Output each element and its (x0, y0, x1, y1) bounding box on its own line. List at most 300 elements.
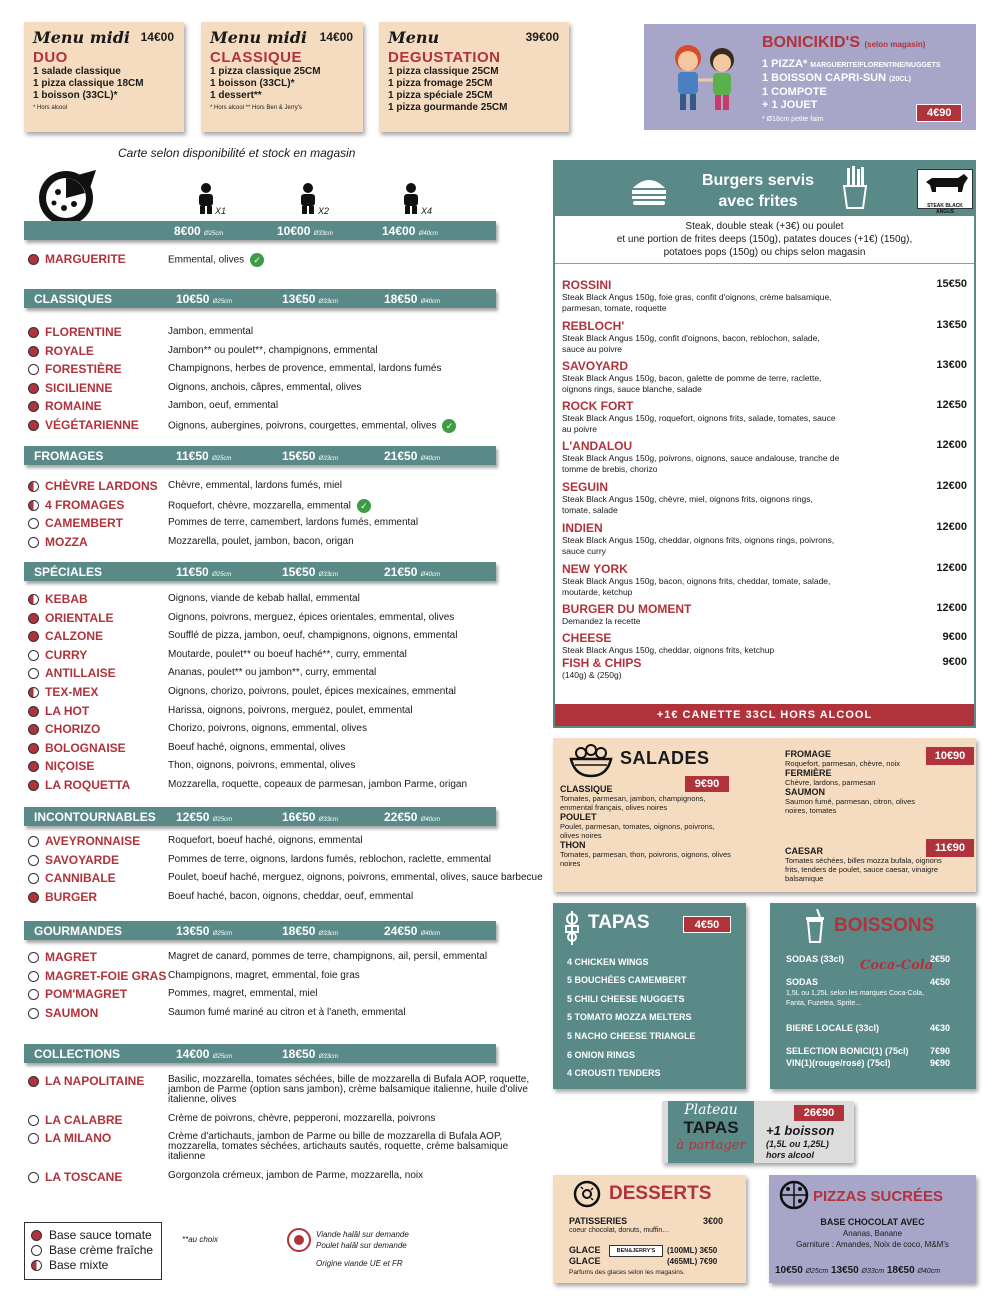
donut-icon (573, 1180, 601, 1208)
menu-price: 14€00 (319, 30, 353, 44)
burgers-subtitle (555, 220, 974, 264)
pizza-desc (168, 1171, 538, 1181)
sucrees-title: PIZZAS SUCRÉES (813, 1188, 944, 1205)
pizza-item (28, 1113, 548, 1129)
burger-price: 12€00 (936, 439, 967, 451)
pizza-desc (168, 723, 367, 734)
kids-note: * Ø18cm petite faim (762, 116, 824, 123)
pizza-name: CANNIBALE (45, 871, 116, 886)
pizza-desc (168, 1075, 538, 1105)
burger-desc: Steak Black Angus 150g, poivrons, oignons, sauce andalouse, tranche de tomme de brebis, chorizo (562, 453, 840, 474)
pizza-name: 4 FROMAGES (45, 497, 125, 512)
pizza-desc-text: Chorizo, poivrons, oignons, emmental, olives (168, 723, 367, 735)
pizza-name: MAGRET-FOIE GRAS (45, 968, 167, 983)
sucrees-base: BASE CHOCOLAT AVEC (820, 1217, 925, 1227)
persons-label: X4 (421, 206, 433, 216)
kids-line-note: (20CL) (889, 76, 911, 83)
pizza-desc-text: Champignons, magret, emmental, foie gras (168, 969, 360, 981)
section-price-value: 21€50 (384, 449, 418, 463)
halal-line: Viande halâl sur demande (316, 1230, 409, 1239)
section-price (176, 449, 231, 463)
halal-note (316, 1229, 409, 1251)
pizza-desc (168, 593, 360, 604)
pizza-desc (168, 649, 407, 660)
kids-price: 4€90 (916, 104, 962, 122)
tapas-item: 5 NACHO CHEESE TRIANGLE (567, 1031, 696, 1041)
sucrees-price: 13€50 (830, 1265, 859, 1276)
tapas-price: 4€50 (683, 916, 731, 933)
burger-name: FISH & CHIPS (562, 656, 642, 670)
section-diam: Ø33cm (318, 456, 339, 462)
pizza-item (28, 611, 548, 627)
section-price-value: 15€50 (282, 565, 316, 579)
pizza-item (28, 950, 548, 966)
salades-left-list (560, 784, 735, 868)
menu-line: 1 pizza spéciale 25CM (388, 90, 493, 101)
pizza-desc-text: Pommes de terre, oignons, lardons fumés, reblochon, raclette, emmental (168, 853, 491, 865)
burger-desc: Demandez la recette (562, 616, 641, 626)
au-choix-note: **au choix (182, 1235, 219, 1244)
burgers-sub-line: potatoes pops (150g) ou chips selon magasin (663, 247, 866, 258)
pizza-desc (168, 667, 376, 678)
person-icon (298, 182, 320, 214)
base-mixed-dot (28, 500, 39, 511)
pizza-desc (168, 742, 345, 753)
pizza-item (28, 853, 548, 869)
burger-item (562, 656, 967, 681)
sucrees-diam: Ø40cm (917, 1268, 941, 1275)
burger-price: 9€00 (942, 631, 967, 643)
base-tomato-dot (28, 346, 39, 357)
pizza-desc-text: Magret de canard, pommes de terre, champignons, ail, persil, emmental (168, 951, 488, 962)
section-price (282, 449, 338, 463)
burgers-panel (553, 160, 976, 728)
pizza-item (28, 685, 548, 701)
burger-desc: Steak Black Angus 150g, roquefort, oignons frits, salade, tomates, sauce au poivre (562, 413, 836, 434)
base-tomato-dot (28, 401, 39, 412)
burgers-sub-line: et une portion de frites deeps (150g), patates douces (+1€) (150g), (616, 234, 913, 245)
pizza-desc (168, 612, 454, 623)
burger-name: CHEESE (562, 631, 612, 645)
menu-script: Menu (388, 28, 440, 47)
pizza-desc-text: Jambon, oeuf, emmental (168, 400, 279, 412)
pizza-item (28, 516, 548, 532)
kids-line: + 1 JOUET (762, 99, 818, 111)
section-price-value: 13€50 (176, 924, 210, 938)
burger-price: 15€50 (936, 278, 967, 290)
salades-title: SALADES (620, 748, 710, 768)
pizza-desc (168, 1114, 538, 1124)
section-price (384, 810, 440, 824)
pizza-item (28, 759, 548, 775)
pizza-item (28, 1074, 548, 1105)
pizza-desc-text: Moutarde, poulet** ou boeuf haché**, curry, emmental (168, 648, 407, 660)
pizza-desc (168, 499, 371, 513)
pizza-desc-text: Oignons, anchois, câpres, emmental, olives (168, 381, 362, 393)
menu-note: * Hors alcool (33, 105, 68, 111)
boisson-sub: 1,5L ou 1,25L selon les marques Coca-Cola, Fanta, Fuzetea, Sprite... (786, 990, 925, 1007)
section-diam: Ø40cm (420, 572, 441, 578)
kids-line: 1 BOISSON CAPRI-SUN (762, 72, 887, 84)
plateau-tapas (662, 1101, 854, 1163)
salade-name: CAESAR (785, 846, 824, 856)
base-tomato-dot (28, 613, 39, 624)
burger-price: 13€50 (936, 319, 967, 331)
base-mixed-dot (28, 594, 39, 605)
base-tomato-dot (28, 420, 39, 431)
pizza-desc-text: Jambon, emmental (168, 326, 254, 337)
vegetarian-icon: ✓ (357, 499, 371, 513)
section-diam: Ø33cm (318, 931, 339, 937)
pizza-name: ORIENTALE (45, 610, 114, 625)
pizza-item (28, 1131, 548, 1162)
section-diam: Ø33cm (318, 572, 339, 578)
pizza-desc-text: Chèvre, emmental, lardons fumés, miel (168, 480, 342, 491)
salades-price-2: 10€90 (926, 747, 974, 765)
pizza-item (28, 722, 548, 738)
coca-cola-logo: Coca-Cola (860, 958, 934, 973)
burger-desc: Steak Black Angus 150g, confit d'oignons, bacon, reblochon, salade, sauce au poivre (562, 333, 820, 354)
section-title: SPÉCIALES (34, 565, 103, 579)
section-diam: Ø25cm (212, 1054, 233, 1060)
salades-price-3: 11€90 (926, 839, 974, 857)
base-legend (24, 1222, 162, 1280)
kids-line: 1 PIZZA* (762, 58, 808, 70)
menu-line: 1 boisson (33CL)* (210, 78, 295, 89)
pizza-desc (168, 630, 457, 641)
salade-name: THON (560, 840, 586, 850)
pizza-name: SAVOYARDE (45, 852, 120, 867)
pizza-item (28, 325, 548, 341)
section-bar (24, 1044, 496, 1063)
base-tomato-dot (28, 1076, 39, 1087)
pizza-desc (168, 400, 278, 411)
burger-price: 12€00 (936, 562, 967, 574)
plateau-line: TAPAS (683, 1118, 739, 1137)
pizza-item (28, 987, 548, 1003)
menu-line: 1 pizza classique 25CM (388, 66, 499, 77)
base-tomato-dot (31, 1230, 42, 1241)
pizza-name: POM'MAGRET (45, 987, 128, 1002)
burger-price: 9€00 (942, 656, 967, 668)
pizza-item (28, 629, 548, 645)
salades-right-list (785, 749, 925, 815)
glace-price-1: (100ML) 3€50 (667, 1246, 718, 1255)
pizza-desc (168, 705, 413, 716)
pizza-desc-text: Saumon fumé mariné au citron et à l'aneth, emmental (168, 1006, 406, 1018)
pizza-desc-text: Pommes de terre, camembert, lardons fumés, emmental (168, 517, 419, 529)
pizza-item (28, 741, 548, 757)
patisseries-desc: coeur chocolat, donuts, muffin… (569, 1227, 670, 1234)
section-diam: Ø25cm (212, 931, 233, 937)
base-cream-dot (28, 1172, 39, 1183)
burger-desc: Steak Black Angus 150g, cheddar, oignons frits, oignons rings, poivrons, sauce curry (562, 535, 835, 556)
burger-name: ROCK FORT (562, 399, 634, 413)
section-price-value: 18€50 (384, 292, 418, 306)
section-price (282, 1047, 338, 1061)
pizza-desc-text: Roquefort, boeuf haché, oignons, emmental (168, 835, 363, 846)
menu-note: * Hors alcool ** Hors Ben & Jerry's (210, 105, 302, 111)
salade-desc: Tomates, parmesan, thon, poivrons, oignons, olives noires (560, 850, 731, 868)
pizza-name: FORESTIÈRE (45, 362, 122, 377)
pizza-desc (168, 988, 318, 999)
section-bar (24, 289, 496, 308)
pizza-desc-text: Harissa, oignons, poivrons, merguez, poulet, emmental (168, 704, 413, 716)
pizza-name: MOZZA (45, 534, 88, 549)
section-title: GOURMANDES (34, 924, 123, 938)
section-price (176, 1047, 232, 1061)
bull-icon (918, 170, 972, 198)
burger-item (562, 359, 967, 395)
section-price (176, 810, 232, 824)
base-mixed-dot (28, 481, 39, 492)
burger-item (562, 602, 967, 627)
pizza-desc (168, 760, 355, 771)
pizza-desc (168, 872, 543, 883)
base-tomato-dot (28, 743, 39, 754)
burgers-footer: +1€ CANETTE 33CL HORS ALCOOL (555, 704, 974, 726)
pizza-name: CAMEMBERT (45, 516, 123, 531)
boisson-price: 9€90 (929, 1058, 950, 1068)
burger-price: 12€50 (936, 399, 967, 411)
pizza-desc-text: Ananas, poulet** ou jambon**, curry, emmental (168, 667, 377, 679)
base-cream-dot (28, 971, 39, 982)
pizza-desc-text: Crème de poivrons, chèvre, pepperoni, mozzarella, poivrons (168, 1113, 436, 1124)
boisson-name: VIN(1)(rouge/rosé) (75cl) (786, 1058, 891, 1068)
patisseries-label: PATISSERIES (569, 1216, 628, 1226)
base-cream-dot (28, 1133, 39, 1144)
pizza-desc-text: Pommes, magret, emmental, miel (168, 988, 318, 1000)
pizza-desc (168, 326, 253, 337)
pizza-desc (168, 536, 354, 547)
base-cream-dot (28, 836, 39, 847)
burgers-title-line: Burgers servis (701, 172, 815, 189)
persons-label: X1 (215, 206, 227, 216)
legend-item (31, 1243, 155, 1258)
size-price: 8€00 (174, 224, 201, 238)
pizza-desc (168, 686, 456, 697)
tapas-item: 5 BOUCHÉES CAMEMBERT (567, 975, 687, 985)
salades-price-1: 9€90 (685, 776, 729, 792)
section-price (384, 924, 440, 938)
glace-label: GLACE (569, 1256, 601, 1266)
persons-label: X2 (318, 206, 330, 216)
burgers-title-line: avec frites (718, 193, 798, 210)
desserts-title: DESSERTS (609, 1183, 712, 1204)
pizza-desc-text: Thon, oignons, poivrons, emmental, olives (168, 760, 356, 772)
pizza-desc (168, 854, 491, 865)
salad-bowl-icon (567, 743, 615, 779)
sucrees-garniture: Garniture : Amandes, Noix de coco, M&M's (796, 1240, 949, 1249)
base-tomato-dot (28, 383, 39, 394)
sucrees-diam: Ø25cm (805, 1268, 829, 1275)
burger-price: 12€00 (936, 480, 967, 492)
pizza-desc (168, 345, 378, 356)
pizza-item (28, 969, 548, 985)
section-price (282, 292, 338, 306)
menu-line: 1 boisson (33CL)* (33, 90, 118, 101)
pizza-desc-text: Roquefort, chèvre, mozzarella, emmental (168, 500, 351, 512)
pizza-desc-text: Oignons, poivrons, merguez, épices orientales, emmental, olives (168, 611, 455, 623)
pizza-desc (168, 419, 456, 433)
pizzas-sucrees-panel (769, 1175, 976, 1283)
badge-text: STEAK BLACK ANGUS (927, 203, 963, 215)
menu-line: 1 pizza gourmande 25CM (388, 102, 508, 113)
boissons-panel (770, 903, 976, 1089)
base-cream-dot (28, 537, 39, 548)
pizza-item (28, 418, 548, 434)
boisson-price: 2€50 (929, 954, 950, 964)
pizza-name: ANTILLAISE (45, 666, 116, 681)
salade-desc: Roquefort, parmesan, chèvre, noix (785, 759, 901, 768)
pizza-name: LA ROQUETTA (45, 778, 131, 792)
pizza-desc (168, 970, 360, 981)
desserts-panel (553, 1175, 746, 1283)
pizza-name: VÉGÉTARIENNE (45, 418, 139, 432)
base-cream-dot (28, 668, 39, 679)
boisson-name: BIERE LOCALE (33cl) (786, 1023, 880, 1033)
person-icon (401, 182, 423, 214)
salade-desc: Chèvre, lardons, parmesan (785, 778, 876, 787)
sucrees-prices (775, 1265, 940, 1276)
section-title: CLASSIQUES (34, 292, 113, 306)
pizza-desc (168, 779, 467, 790)
pizza-item (28, 362, 548, 378)
pizza-item (28, 1170, 548, 1186)
section-price (176, 292, 232, 306)
burger-name: SAVOYARD (562, 359, 629, 373)
burgers-title (693, 170, 823, 212)
pizza-desc-text: Boeuf haché, bacon, oignons, cheddar, oeuf, emmental (168, 890, 414, 902)
section-price (384, 449, 440, 463)
base-cream-dot (28, 650, 39, 661)
pizza-desc-text: Emmental, olives (168, 254, 245, 266)
glace-price-2: (465ML) 7€90 (667, 1257, 718, 1266)
legend-item (31, 1228, 155, 1243)
legend-label: Base sauce tomate (49, 1228, 152, 1242)
pizza-desc-text: Oignons, chorizo, poivrons, poulet, épices mexicaines, emmental (168, 686, 456, 697)
kids-line-note: MARGUERITE/FLORENTINE/NUGGETS (810, 62, 941, 69)
burger-name: INDIEN (562, 521, 603, 535)
pizza-item (28, 399, 548, 415)
burger-item (562, 480, 967, 516)
pizza-marguerite (28, 252, 548, 268)
sucrees-fruits: Ananas, Banane (842, 1229, 903, 1238)
pizza-item (28, 648, 548, 664)
pizza-name: BURGER (45, 889, 98, 904)
plateau-badge (668, 1101, 754, 1163)
pizza-desc-text: Oignons, viande de kebab hallal, emmental (168, 593, 360, 604)
kids-line: 1 COMPOTE (762, 86, 827, 98)
pizza-item (28, 890, 548, 906)
menu-script: Menu midi (33, 28, 130, 47)
base-mixed-dot (28, 687, 39, 698)
burgers-sub-line: Steak, double steak (+3€) ou poulet (685, 221, 844, 232)
pizza-desc (168, 835, 363, 846)
sweet-pizza-icon (779, 1180, 809, 1210)
section-price (282, 810, 338, 824)
patisseries-price: 3€00 (703, 1216, 724, 1226)
size-diam: Ø25cm (204, 231, 224, 237)
pizza-name: CURRY (45, 647, 88, 662)
kids-title: BONICIKID'S (762, 34, 861, 51)
base-cream-dot (28, 1115, 39, 1126)
section-price-value: 11€50 (176, 565, 209, 579)
halal-icon (287, 1228, 311, 1252)
black-angus-badge (917, 169, 973, 215)
section-price-value: 24€50 (384, 924, 418, 938)
section-price (176, 924, 232, 938)
pizza-item (28, 871, 548, 887)
kids-menu (644, 24, 976, 130)
section-title: COLLECTIONS (34, 1047, 120, 1061)
base-cream-dot (28, 989, 39, 1000)
section-diam: Ø40cm (420, 456, 441, 462)
size-price: 14€00 (382, 224, 416, 238)
salade-caesar (785, 846, 945, 883)
menu-title: DEGUSTATION (388, 49, 501, 66)
section-price (282, 565, 338, 579)
burger-desc: Steak Black Angus 150g, bacon, oignons frits, cheddar, tomate, salade, moutarde, ketchup (562, 576, 831, 597)
pizza-item (28, 479, 548, 495)
pizza-desc (168, 517, 418, 528)
pizza-name: TEX-MEX (45, 685, 99, 699)
section-price (176, 565, 231, 579)
pizza-name: LA CALABRE (45, 1113, 123, 1127)
burger-desc: Steak Black Angus 150g, chèvre, miel, oignons frits, oignons rings, tomate, salade (562, 494, 813, 515)
salade-name: SAUMON (785, 787, 825, 797)
pizza-desc (168, 1007, 406, 1018)
pizza-name: CHORIZO (45, 722, 101, 737)
section-diam: Ø25cm (212, 572, 232, 578)
section-price-value: 15€50 (282, 449, 316, 463)
section-diam: Ø33cm (318, 1054, 339, 1060)
pizza-desc-text: Poulet, boeuf haché, merguez, oignons, poivrons, emmental, olives, sauce barbecue (168, 872, 543, 884)
pizza-item (28, 381, 548, 397)
section-title: INCONTOURNABLES (34, 810, 156, 824)
burgers-header (555, 162, 974, 216)
burger-desc: Steak Black Angus 150g, bacon, galette de pomme de terre, raclette, oignons rings, sauce blanche, salade (562, 373, 822, 394)
section-bar (24, 446, 496, 465)
salade-name: FROMAGE (785, 749, 831, 759)
pizza-item (28, 1006, 548, 1022)
pizza-desc (168, 253, 264, 267)
section-bar (24, 921, 496, 940)
pizza-desc-text: Oignons, aubergines, poivrons, courgettes, emmental, olives (168, 420, 437, 432)
menu-title: CLASSIQUE (210, 49, 303, 66)
section-diam: Ø40cm (420, 299, 441, 305)
tapas-item: 4 CROUSTI TENDERS (567, 1068, 661, 1078)
kids-title-note: (selon magasin) (864, 40, 926, 49)
section-diam: Ø25cm (212, 299, 233, 305)
availability-note: Carte selon disponibilité et stock en magasin (118, 146, 356, 160)
section-price (384, 565, 440, 579)
boisson-name: SODAS (786, 977, 819, 987)
menu-line: 1 pizza classique 25CM (210, 66, 321, 77)
section-bar (24, 807, 496, 826)
base-tomato-dot (28, 327, 39, 338)
burger-icon (629, 174, 669, 206)
base-cream-dot (28, 873, 39, 884)
plateau-price: 26€90 (794, 1105, 844, 1121)
legend-label: Base crème fraîche (49, 1243, 154, 1257)
base-tomato-dot (28, 254, 39, 265)
section-diam: Ø25cm (212, 817, 233, 823)
pizza-desc (168, 382, 361, 393)
section-diam: Ø33cm (318, 299, 339, 305)
salade-desc: Poulet, parmesan, tomates, oignons, poivrons, olives noires (560, 822, 715, 840)
pizza-name: LA TOSCANE (45, 1170, 123, 1184)
